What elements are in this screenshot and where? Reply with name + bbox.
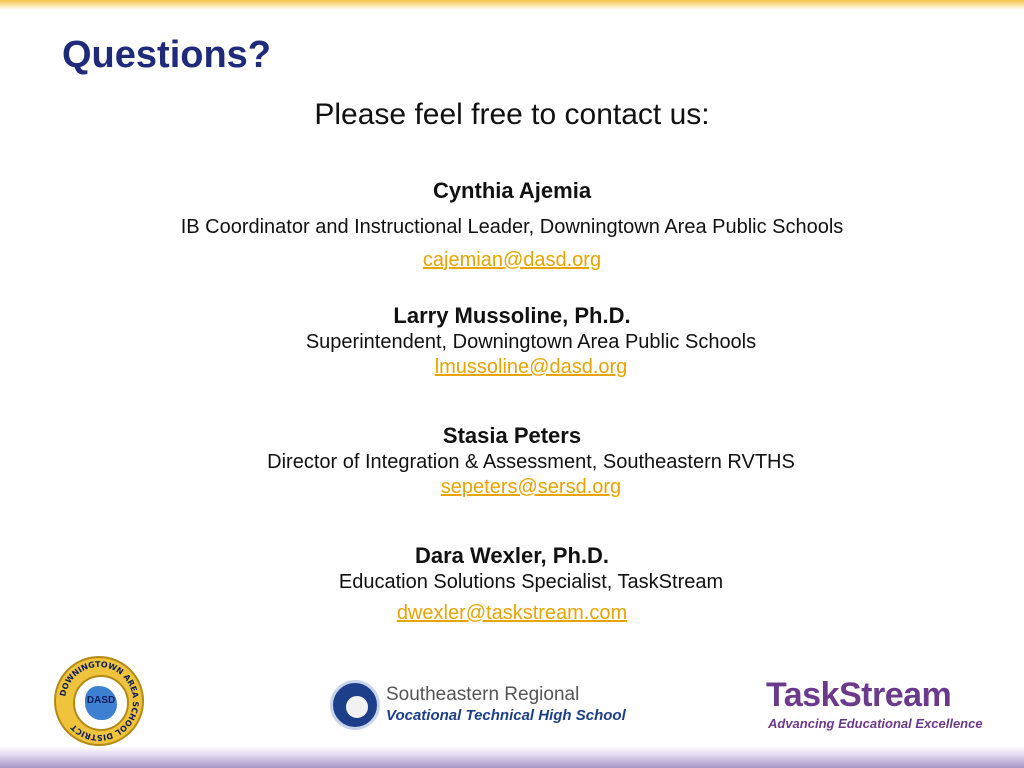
contact-name: Cynthia Ajemia xyxy=(432,178,592,203)
contact-role: Superintendent, Downingtown Area Public Schools xyxy=(305,331,757,353)
southeastern-logo-line2: Vocational Technical High School xyxy=(386,707,626,724)
dasd-seal-center xyxy=(73,675,129,731)
contact-role: Director of Integration & Assessment, Southeastern RVTHS xyxy=(267,451,795,473)
dasd-logo xyxy=(54,656,144,746)
southeastern-regional-logo xyxy=(330,678,626,734)
dasd-ring-label: DOWNINGTOWN AREA SCHOOL DISTRICT xyxy=(58,659,141,743)
contact-block xyxy=(0,303,1024,379)
southeastern-logo-line1: Southeastern Regional xyxy=(386,684,580,705)
contact-name: Larry Mussoline, Ph.D. xyxy=(393,303,631,328)
top-accent-bar xyxy=(0,0,1024,10)
slide-title: Questions? xyxy=(62,34,272,76)
school-seal-icon xyxy=(330,680,380,730)
contact-email-link[interactable]: dwexler@taskstream.com xyxy=(396,602,628,624)
contact-role: IB Coordinator and Instructional Leader, Downingtown Area Public Schools xyxy=(180,216,844,238)
dasd-logo-text: DASD xyxy=(86,695,116,706)
contact-block xyxy=(0,423,1024,499)
contact-email-link[interactable]: sepeters@sersd.org xyxy=(440,476,622,498)
bottom-accent-bar xyxy=(0,746,1024,768)
taskstream-wordmark: TaskStream xyxy=(766,676,952,714)
slide-subtitle: Please feel free to contact us: xyxy=(314,98,710,131)
contact-block xyxy=(0,543,1024,625)
contact-name: Dara Wexler, Ph.D. xyxy=(414,543,609,568)
contact-role: Education Solutions Specialist, TaskStream xyxy=(338,571,724,593)
contact-block xyxy=(0,178,1024,272)
contact-email-link[interactable]: lmussoline@dasd.org xyxy=(434,356,628,378)
contact-email-link[interactable]: cajemian@dasd.org xyxy=(422,249,602,271)
seal-emblem-icon xyxy=(344,694,370,720)
taskstream-tagline: Advancing Educational Excellence xyxy=(768,716,983,731)
taskstream-logo xyxy=(766,676,983,736)
contact-name: Stasia Peters xyxy=(442,423,582,448)
